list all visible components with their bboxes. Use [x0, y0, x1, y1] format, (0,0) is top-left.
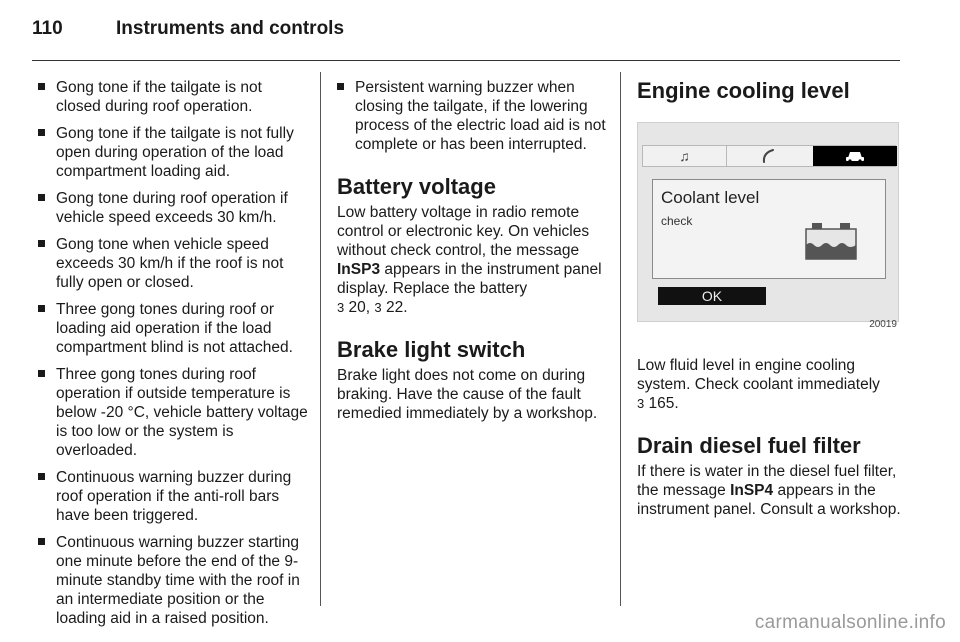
- page-title: Instruments and controls: [116, 18, 345, 39]
- engine-cooling-heading: Engine cooling level: [637, 78, 850, 103]
- column-3: [637, 78, 909, 519]
- coolant-display-figure: [637, 122, 899, 334]
- message-code-insp4: InSP4: [730, 482, 774, 499]
- figure-id: 20019: [869, 319, 897, 330]
- coolant-tank-icon: [804, 221, 858, 261]
- column-divider-1: [320, 72, 321, 606]
- message-title: Coolant level: [661, 188, 760, 207]
- bullet-icon: [38, 240, 45, 247]
- page-ref-arrow-icon: 3: [374, 300, 382, 315]
- bullet-icon: [38, 473, 45, 480]
- engine-cooling-text: Low fluid level in engine cooling system. Check coolant immediately 3 165.: [637, 357, 880, 412]
- bullet-icon: [38, 538, 45, 545]
- bullet-icon: [337, 83, 344, 90]
- page-header: [32, 18, 344, 40]
- ok-button: OK: [658, 287, 766, 305]
- music-note-icon: ♫: [643, 146, 727, 166]
- page-ref-link[interactable]: 165: [648, 395, 675, 412]
- list-item: Gong tone during roof operation if vehicle speed exceeds 30 km/h.: [38, 189, 308, 227]
- list-item: Three gong tones during roof or loading aid operation if the load compartment blind is not attached.: [38, 300, 308, 357]
- page-ref-link[interactable]: 20: [348, 299, 366, 316]
- column-divider-2: [620, 72, 621, 606]
- bullet-icon: [38, 83, 45, 90]
- column-2: [337, 78, 609, 423]
- list-item: Three gong tones during roof operation if outside temperature is below -20 °C, vehicle battery voltage is too low or the system is overloaded.: [38, 365, 308, 460]
- page-number: 110: [32, 18, 63, 39]
- instrument-display: [637, 122, 899, 322]
- bullet-icon: [38, 194, 45, 201]
- message-subtitle: check: [661, 214, 693, 228]
- list-item: Continuous warning buzzer during roof operation if the anti-roll bars have been triggered.: [38, 468, 308, 525]
- phone-handset-icon: [727, 146, 811, 166]
- display-tab-bar: [642, 145, 896, 167]
- list-item: Persistent warning buzzer when closing the tailgate, if the lowering process of the electric load aid is not complete or has been interrupted.: [337, 78, 609, 154]
- page-ref-arrow-icon: 3: [337, 300, 345, 315]
- header-rule: [32, 60, 900, 61]
- drain-diesel-text: If there is water in the diesel fuel filter, the message InSP4 appears in the instrument panel. Consult a workshop.: [637, 463, 901, 518]
- bullet-icon: [38, 129, 45, 136]
- bullet-icon: [38, 305, 45, 312]
- brake-light-text: Brake light does not come on during braking. Have the cause of the fault remedied immediately by a workshop.: [337, 367, 598, 422]
- brake-light-heading: Brake light switch: [337, 337, 526, 362]
- watermark: carmanualsonline.info: [754, 612, 946, 633]
- list-item: Gong tone if the tailgate is not fully open during operation of the load compartment loading aid.: [38, 124, 308, 181]
- battery-voltage-text: Low battery voltage in radio remote control or electronic key. On vehicles without check control, the message InSP3 appears in the instrument panel display. Replace the battery 3 20, 3 22.: [337, 204, 602, 316]
- bullet-list-1: [38, 78, 308, 628]
- page-ref-link[interactable]: 22: [385, 299, 404, 316]
- car-icon: [813, 146, 897, 166]
- column-1: [38, 78, 308, 636]
- drain-diesel-heading: Drain diesel fuel filter: [637, 433, 861, 458]
- list-item: Gong tone if the tailgate is not closed during roof operation.: [38, 78, 308, 116]
- battery-voltage-heading: Battery voltage: [337, 174, 496, 199]
- list-item: Continuous warning buzzer starting one minute before the end of the 9-minute standby time with the roof in an intermediate position or the loading aid in a raised position.: [38, 533, 308, 628]
- message-code-insp3: InSP3: [337, 261, 381, 278]
- bullet-list-2: [337, 78, 609, 154]
- bullet-icon: [38, 370, 45, 377]
- page-ref-arrow-icon: 3: [637, 396, 645, 411]
- list-item: Gong tone when vehicle speed exceeds 30 km/h if the roof is not fully open or closed.: [38, 235, 308, 292]
